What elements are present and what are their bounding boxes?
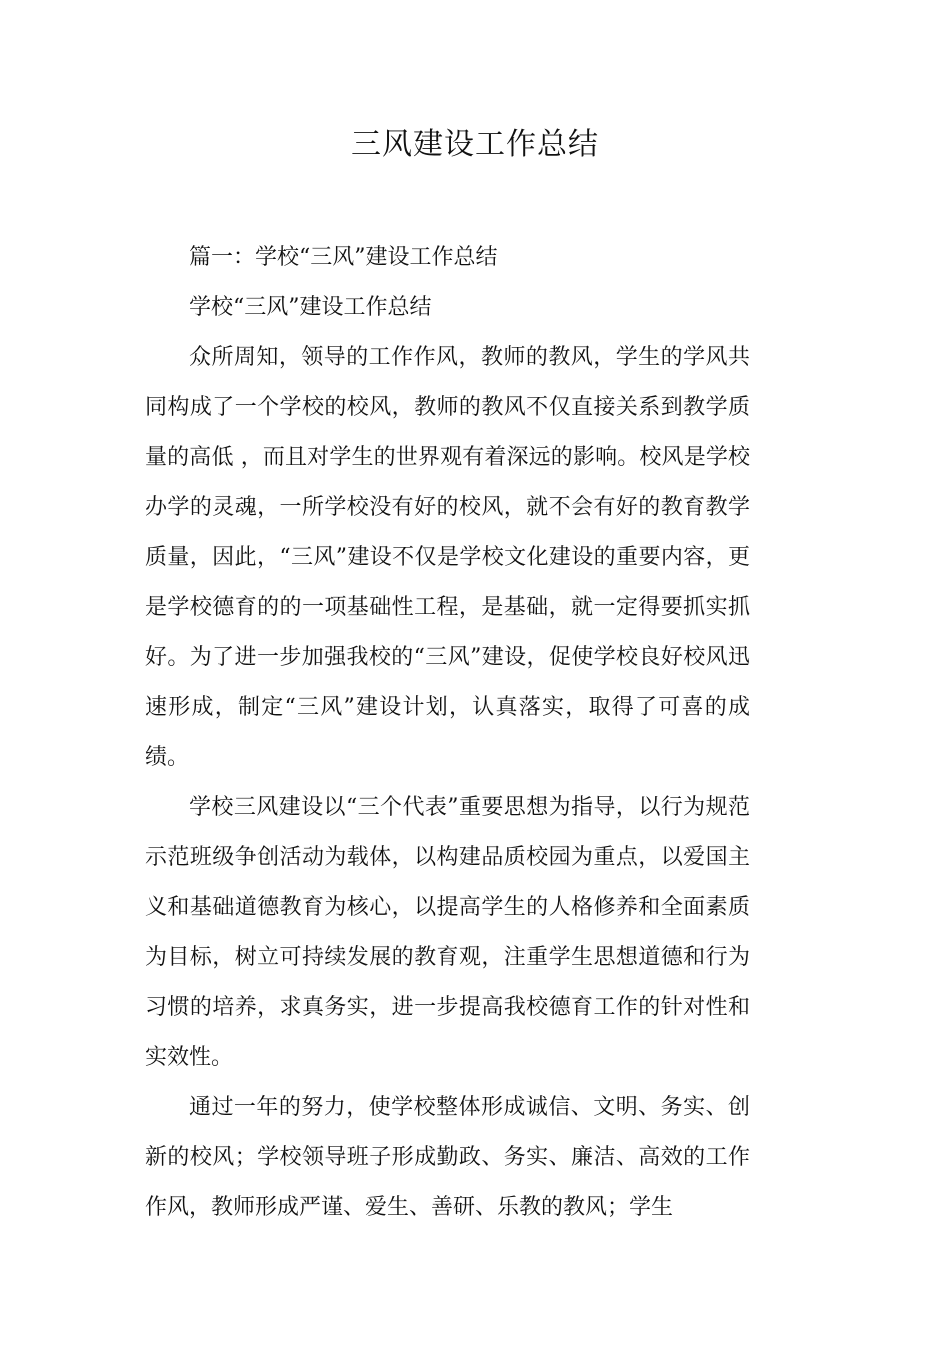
document-title: 三风建设工作总结 (351, 127, 599, 162)
section-heading: 篇一：学校“三风”建设工作总结 (189, 245, 498, 270)
article-title: 学校“三风”建设工作总结 (189, 295, 432, 320)
body-paragraph: 众所周知，领导的工作作风，教师的教风，学生的学风共同构成了一个学校的校风，教师的教风不仅直接关系到教学质量的高低 ，而且对学生的世界观有着深远的影响。校风是学校办学的灵魂，一所学校没有好的校风，就不会有好的教育教学质量，因此，“三风”建设不仅是学校文化建设的重要内容，更是学校德育的的一项基础性工程，是基础，就一定得要抓实抓好。为了进一步加强我校的“三风”建设，促使学校良好校风迅速形成，制定“三风”建设计划，认真落实，取得了可喜的成绩。 (145, 345, 750, 770)
body-paragraph: 学校三风建设以“三个代表”重要思想为指导，以行为规范示范班级争创活动为载体，以构建品质校园为重点，以爱国主义和基础道德教育为核心，以提高学生的人格修养和全面素质为目标，树立可持续发展的教育观，注重学生思想道德和行为习惯的培养，求真务实，进一步提高我校德育工作的针对性和实效性。 (145, 795, 750, 1070)
document-body (145, 233, 750, 1233)
body-paragraph: 通过一年的努力，使学校整体形成诚信、文明、务实、创新的校风；学校领导班子形成勤政、务实、廉洁、高效的工作作风，教师形成严谨、爱生、善研、乐教的教风；学生 (145, 1095, 750, 1220)
